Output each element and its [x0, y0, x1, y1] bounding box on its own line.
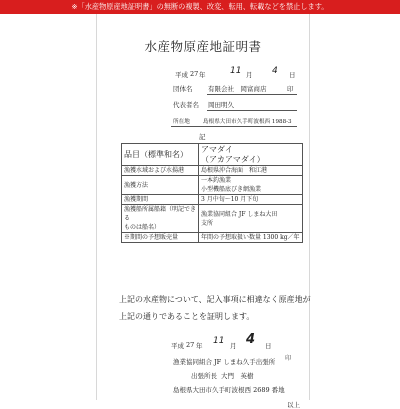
table-row [122, 166, 303, 176]
row-label-line: ものは船名） [124, 224, 161, 231]
date-year: 27 [190, 70, 199, 78]
fishing-method-line: 一本釣漁業 [201, 177, 232, 184]
table-row [122, 144, 303, 166]
copyright-notice-banner: ※「水産物原産地証明書」の無断の複製、改変、転用、転載などを禁止します。 [0, 0, 400, 14]
vessel-registry-line: 支所 [201, 219, 214, 227]
document-title: 水産物原産地証明書 [144, 39, 262, 54]
date-year: 27 [186, 341, 195, 349]
table-row [122, 205, 303, 233]
certification-statement [119, 291, 311, 325]
org-underline [207, 94, 297, 95]
rep-underline [207, 110, 297, 111]
address-underline [171, 126, 297, 127]
date-era: 平成 [171, 342, 184, 350]
date-era: 平成 [175, 71, 188, 79]
date-month-unit: 月 [230, 342, 237, 350]
date-day-unit: 日 [289, 71, 296, 79]
row-value: 年間の予想取扱い数量 1300 kg／年 [199, 233, 303, 243]
product-standard-name: （アカアマダイ） [201, 154, 265, 164]
address-label: 所在地 [173, 119, 190, 125]
row-value [199, 144, 303, 166]
certifier-org: 漁業協同組合 JF しまね久手出張所 [173, 358, 276, 366]
certifier-head-label: 出張所長 [191, 372, 217, 380]
certifier-seal-mark: 印 [285, 355, 292, 362]
certificate-document [96, 14, 311, 409]
fishing-method-line: 小型機船底びき網漁業 [201, 186, 262, 193]
row-value: 島根県沖合海面 和江港 [199, 166, 303, 176]
certifier-address: 島根県大田市久手町波根西 2689 番地 [173, 386, 285, 394]
applicant-seal-mark: 印 [287, 85, 294, 93]
rep-label: 代表者名 [173, 101, 199, 109]
certifier-head-name: 大門 英樹 [221, 372, 254, 380]
row-label [122, 205, 199, 233]
row-label: 漁獲水域および水揚港 [122, 166, 199, 176]
date-day-unit: 日 [265, 342, 272, 350]
row-value [199, 205, 303, 233]
table-row [122, 195, 303, 205]
row-label: ※期間の予想販売量 [122, 233, 199, 243]
row-label: 品目（標準和名） [122, 144, 199, 166]
vessel-registry-line: 漁業協同組合 JF しまね大田 [201, 210, 278, 218]
row-label-line: 漁獲船所属船籍（明記できる [124, 206, 197, 222]
row-label: 漁獲方法 [122, 176, 199, 195]
row-value [199, 176, 303, 195]
table-row [122, 176, 303, 195]
table-row [122, 233, 303, 243]
org-label: 団体名 [173, 85, 193, 93]
address-value: 島根県大田市久手町波根西 1988-3 [203, 119, 292, 125]
org-value: 有限会社 岡富商店 [208, 85, 267, 93]
product-details-table [121, 143, 303, 243]
date-month-unit: 月 [246, 71, 253, 79]
product-name: アマダイ [201, 145, 233, 154]
date-day-handwritten: 4 [246, 332, 256, 347]
ki-marker: 記 [199, 133, 206, 141]
date-year-unit: 年 [199, 71, 206, 79]
row-value: 3 月中旬〜10 月下旬 [199, 195, 303, 205]
rep-value: 岡田明久 [208, 101, 234, 109]
date-year-unit: 年 [196, 342, 203, 350]
date-month-handwritten: 11 [230, 66, 242, 76]
row-label: 漁獲期間 [122, 195, 199, 205]
end-mark: 以上 [287, 401, 300, 409]
statement-line: 上記の通りであることを証明します。 [119, 312, 255, 321]
date-day-handwritten: 4 [272, 66, 278, 76]
date-month-handwritten: 11 [213, 336, 225, 346]
statement-line: 上記の水産物について、記入事項に相違なく原産地が [119, 295, 311, 304]
